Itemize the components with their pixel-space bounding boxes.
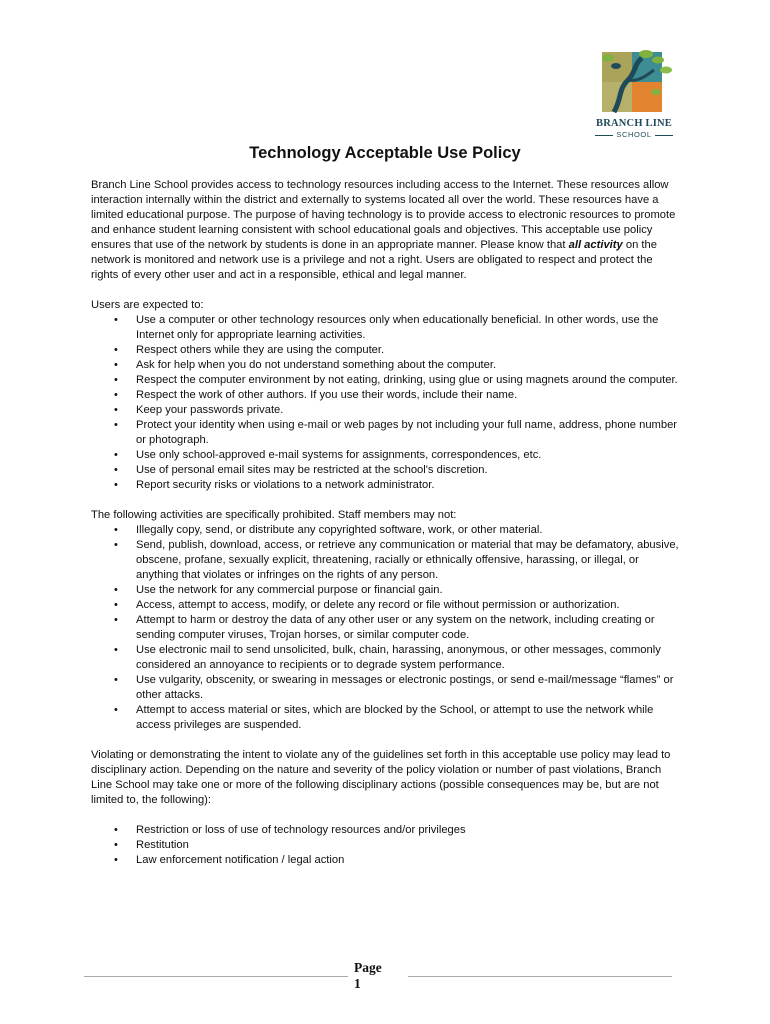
intro-paragraph — [91, 178, 681, 283]
list-item: • Use the network for any commercial purpose or financial gain. — [91, 583, 681, 598]
list-item: • Use vulgarity, obscenity, or swearing in messages or electronic postings, or send e-mail/message “flames” or other attacks. — [91, 673, 681, 703]
intro-emphasis: all activity — [568, 239, 623, 251]
list-item: • Respect others while they are using the computer. — [91, 343, 681, 358]
list-item: • Restitution — [91, 838, 681, 853]
list-item: • Attempt to harm or destroy the data of any other user or any system on the network, including creating or sending computer viruses, Trojan horses, or similar computer code. — [91, 613, 681, 643]
list-item: • Respect the computer environment by not eating, drinking, using glue or using magnets around the computer. — [91, 373, 681, 388]
list-item: • Illegally copy, send, or distribute any copyrighted software, work, or other material. — [91, 523, 681, 538]
list-item: • Access, attempt to access, modify, or delete any record or file without permission or authorization. — [91, 598, 681, 613]
footer-rule-left — [84, 976, 348, 977]
intro-text: Branch Line School provides access to technology resources including access to the Internet. These resources allow interaction internally within the district and externally to systems located all over the world. These resources have a limited educational purpose. The purpose of having technology is to provide access to electronic resources to promote and enhance student learning consistent with school educational goals and objectives. This acceptable use policy ensures that use of the network by students is done in an appropriate manner. Please know that — [91, 179, 676, 251]
prohibited-heading: The following activities are specifically prohibited. Staff members may not: — [91, 509, 457, 521]
footer-rule-right — [408, 976, 672, 977]
prohibited-list — [91, 523, 681, 733]
list-item: • Keep your passwords private. — [91, 403, 681, 418]
list-item: • Report security risks or violations to a network administrator. — [91, 478, 681, 493]
list-item: • Law enforcement notification / legal action — [91, 853, 681, 868]
consequences-list — [91, 823, 681, 868]
logo-leaf — [602, 55, 614, 62]
expected-heading: Users are expected to: — [91, 299, 204, 311]
logo-leaf — [611, 63, 621, 69]
list-item: • Respect the work of other authors. If you use their words, include their name. — [91, 388, 681, 403]
logo-emblem — [588, 46, 680, 118]
violations-paragraph: Violating or demonstrating the intent to violate any of the guidelines set forth in this acceptable use policy may lead to disciplinary action. Depending on the nature and severity of the policy violation or number of past violations, Branch Line School may take one or more of the following disciplinary actions (possible consequences may be, but are not limited to, the following): — [91, 749, 671, 806]
logo-leaf — [639, 50, 653, 58]
school-logo — [588, 46, 680, 142]
logo-subtitle: SCHOOL — [588, 130, 680, 139]
document-body — [91, 178, 681, 868]
logo-leaf — [651, 89, 661, 95]
logo-leaf — [652, 57, 664, 64]
page-number — [354, 960, 402, 992]
logo-orange-square — [632, 82, 662, 112]
logo-name: BRANCH LINE — [595, 118, 672, 129]
logo-leaf — [660, 67, 672, 74]
list-item: • Ask for help when you do not understand something about the computer. — [91, 358, 681, 373]
list-item: • Attempt to access material or sites, which are blocked by the School, or attempt to use the network while access privileges are suspended. — [91, 703, 681, 733]
list-item: • Restriction or loss of use of technology resources and/or privileges — [91, 823, 681, 838]
page-number-value: 1 — [354, 976, 361, 991]
list-item: • Use a computer or other technology resources only when educationally beneficial. In other words, use the Internet only for appropriate learning activities. — [91, 313, 681, 343]
list-item: • Use only school-approved e-mail systems for assignments, correspondences, etc. — [91, 448, 681, 463]
list-item: • Protect your identity when using e-mail or web pages by not including your full name, address, phone number or photograph. — [91, 418, 681, 448]
document-title: Technology Acceptable Use Policy — [249, 144, 521, 162]
list-item: • Use of personal email sites may be restricted at the school's discretion. — [91, 463, 681, 478]
page-footer — [0, 958, 770, 998]
list-item: • Send, publish, download, access, or retrieve any communication or material that may be defamatory, abusive, obscene, profane, sexually explicit, threatening, racially or ethnically offensive, harassing, or illegal, or anything that violates or infringes on the rights of any person. — [91, 538, 681, 583]
expected-list — [91, 313, 681, 493]
page-label: Page — [354, 960, 382, 975]
intro-text-end: on the network is monitored and network use is a privilege and not a right. Users are obligated to respect and protect the rights of every other user and act in a responsible, ethical and legal manner. — [91, 239, 657, 281]
list-item: • Use electronic mail to send unsolicited, bulk, chain, harassing, anonymous, or other messages, commonly considered an annoyance to recipients or to degrade system performance. — [91, 643, 681, 673]
